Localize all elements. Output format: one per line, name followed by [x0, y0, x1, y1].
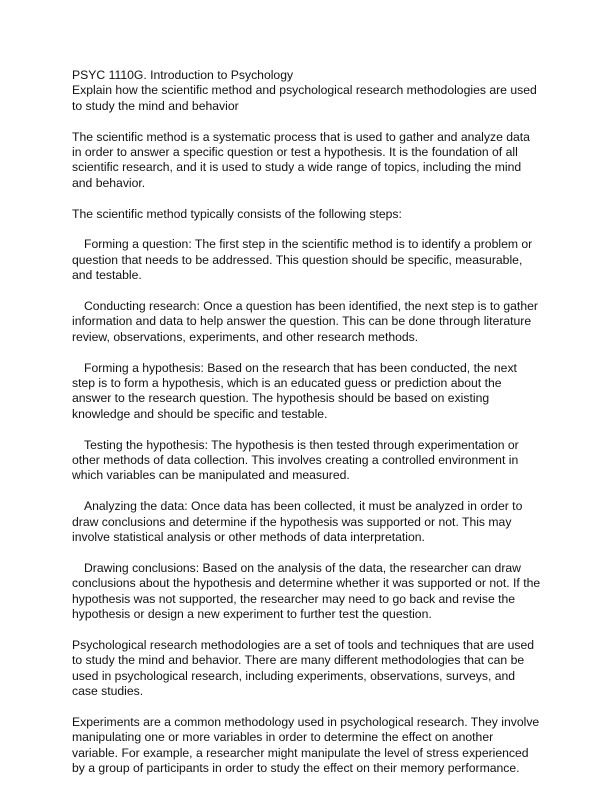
intro-paragraph: The scientific method is a systematic process that is used to gather and analyze data in order to answer a specific question or test a hypothesis. It is the foundation of all scientific research, and it is used to study a wide range of topics, including the mind and behavior. — [72, 129, 530, 190]
step-forming-hypothesis: Forming a hypothesis: Based on the research that has been conducted, the next step is to form a hypothesis, which is an educated guess or prediction about the answer to the research question. The hypothesis should be based on existing knowledge and should be specific and testable. — [72, 360, 517, 421]
step-conducting-research: Conducting research: Once a question has been identified, the next step is to gather information and data to help answer the question. This can be done through literature review, observations, experiments, and other research methods. — [72, 299, 538, 344]
experiments-paragraph: Experiments are a common methodology used in psychological research. They involve manipulating one or more variables in order to determine the effect on another variable. For example, a researcher might manipulate the level of stress experienced by a group of participants in order to study the effect on their memory performance. — [72, 714, 540, 776]
step-analyzing-data: Analyzing the data: Once data has been collected, it must be analyzed in order to draw conclusions and determine if the hypothesis was supported or not. This may involve statistical analysis or other methods of data interpretation. — [72, 499, 523, 545]
assignment-prompt: Explain how the scientific method and psychological research methodologies are used to study the mind and behavior — [72, 83, 537, 113]
document-header — [72, 68, 542, 114]
step-forming-question: Forming a question: The first step in the scientific method is to identify a problem or question that needs to be addressed. This question should be specific, measurable, and testable. — [72, 237, 533, 283]
steps-intro-paragraph: The scientific method typically consists of the following steps: — [72, 206, 402, 221]
course-title: PSYC 1110G. Introduction to Psychology — [72, 68, 294, 82]
step-testing-hypothesis: Testing the hypothesis: The hypothesis is then tested through experimentation or other methods of data collection. This involves creating a controlled environment in which variables can be manipulated and measured. — [72, 437, 519, 483]
methodologies-paragraph: Psychological research methodologies are a set of tools and techniques that are used to study the mind and behavior. There are many different methodologies that can be used in psychological research, including experiments, observations, surveys, and case studies. — [72, 637, 535, 699]
step-drawing-conclusions: Drawing conclusions: Based on the analysis of the data, the researcher can draw conclusions about the hypothesis and determine whether it was supported or not. If the hypothesis was not supported, the researcher may need to go back and revise the hypothesis or design a new experiment to further test the question. — [72, 560, 541, 622]
document-page — [72, 68, 542, 792]
